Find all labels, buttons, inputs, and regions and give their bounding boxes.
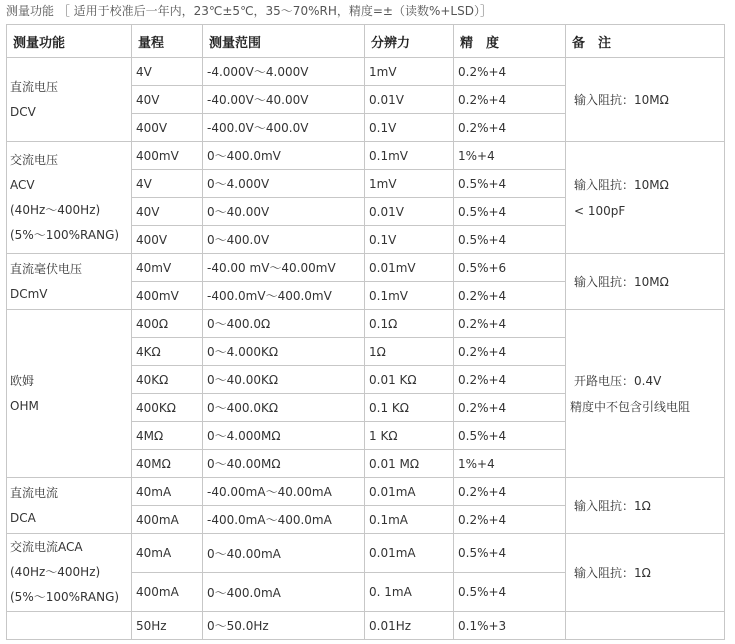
range-cell: 4MΩ [132,422,203,450]
note-text: 精度中不包含引线电阻 [570,399,691,414]
note-text: 输入阻抗：1Ω [574,498,651,513]
resolution-cell: 0.1 KΩ [365,394,454,422]
function-cell [7,58,132,142]
header-func: 测量功能 [7,25,132,58]
note-cell [566,58,725,142]
accuracy-cell: 0.2%+4 [454,366,566,394]
accuracy-cell: 0.2%+4 [454,506,566,534]
accuracy-cell: 1%+4 [454,142,566,170]
table-row [7,310,725,338]
range-cell: 40mA [132,534,203,573]
table-row [7,142,725,170]
span-cell: -400.0V～400.0V [203,114,365,142]
note-text: 输入阻抗：1Ω [574,565,651,580]
function-label: (5%～100%RANG) [10,227,120,242]
resolution-cell: 0.01mV [365,254,454,282]
accuracy-cell: 0.2%+4 [454,310,566,338]
range-cell: 4KΩ [132,338,203,366]
accuracy-cell: 0.5%+6 [454,254,566,282]
accuracy-cell: 0.2%+4 [454,394,566,422]
accuracy-cell: 0.1%+3 [454,612,566,640]
span-cell: 0～40.00KΩ [203,366,365,394]
header-resolution: 分辨力 [365,25,454,58]
range-cell: 400mV [132,282,203,310]
function-label: 直流电压 [10,79,59,94]
accuracy-cell: 0.2%+4 [454,338,566,366]
header-note: 备 注 [566,25,725,58]
accuracy-cell: 0.5%+4 [454,170,566,198]
resolution-cell: 0.1mV [365,142,454,170]
function-cell [7,254,132,310]
range-cell: 400mV [132,142,203,170]
note-text: 输入阻抗：10MΩ [574,92,669,107]
function-label: (40Hz～400Hz) [10,565,101,579]
resolution-cell: 0.1V [365,226,454,254]
span-cell: 0～400.0KΩ [203,394,365,422]
note-text: 开路电压：0.4V [574,373,662,388]
range-cell: 40MΩ [132,450,203,478]
span-cell: 0～400.0mA [203,573,365,612]
function-label: 欧姆 [10,373,35,388]
table-row [7,534,725,573]
resolution-cell: 0.01mA [365,478,454,506]
span-cell: -40.00V～40.00V [203,86,365,114]
note-cell [566,310,725,478]
header-span: 测量范围 [203,25,365,58]
resolution-cell: 0.1V [365,114,454,142]
table-row [7,58,725,86]
note-cell [566,142,725,254]
resolution-cell: 0.01Hz [365,612,454,640]
note-cell [566,534,725,612]
range-cell: 400KΩ [132,394,203,422]
accuracy-cell: 0.5%+4 [454,573,566,612]
range-cell: 400Ω [132,310,203,338]
span-cell: 0～40.00mA [203,534,365,573]
accuracy-cell: 0.2%+4 [454,114,566,142]
span-cell: -40.00mA～40.00mA [203,478,365,506]
span-cell: 0～4.000V [203,170,365,198]
table-row [7,478,725,506]
note-cell [566,612,725,640]
function-label: OHM [10,398,39,413]
resolution-cell: 0.1Ω [365,310,454,338]
resolution-cell: 1 KΩ [365,422,454,450]
table-row [7,254,725,282]
table-caption: 测量功能 ［ 适用于校准后一年内，23℃±5℃，35～70%RH，精度=±（读数%+LSD）］ [6,4,492,18]
range-cell: 400V [132,114,203,142]
range-cell: 40KΩ [132,366,203,394]
function-label: 交流电流ACA [10,540,83,554]
range-cell: 40mA [132,478,203,506]
note-text: 输入阻抗：10MΩ [574,177,669,192]
range-cell: 50Hz [132,612,203,640]
span-cell: 0～40.00MΩ [203,450,365,478]
function-cell [7,310,132,478]
range-cell: 400mA [132,573,203,612]
range-cell: 40V [132,86,203,114]
span-cell: -4.000V～4.000V [203,58,365,86]
span-cell: 0～400.0V [203,226,365,254]
function-label: 直流毫伏电压 [10,261,83,276]
accuracy-cell: 0.2%+4 [454,58,566,86]
function-cell [7,612,132,640]
function-cell [7,534,132,612]
accuracy-cell: 1%+4 [454,450,566,478]
note-text: 输入阻抗：10MΩ [574,274,669,289]
accuracy-cell: 0.2%+4 [454,282,566,310]
resolution-cell: 1Ω [365,338,454,366]
span-cell: 0～4.000MΩ [203,422,365,450]
resolution-cell: 1mV [365,58,454,86]
resolution-cell: 0.1mA [365,506,454,534]
resolution-cell: 0. 1mA [365,573,454,612]
function-label: 直流电流 [10,485,59,500]
spec-table [6,24,725,640]
note-cell [566,478,725,534]
function-label: (40Hz～400Hz) [10,202,101,217]
span-cell: -400.0mV～400.0mV [203,282,365,310]
accuracy-cell: 0.5%+4 [454,198,566,226]
header-row [7,25,725,58]
resolution-cell: 0.01 KΩ [365,366,454,394]
note-cell [566,254,725,310]
accuracy-cell: 0.5%+4 [454,534,566,573]
function-label: (5%～100%RANG) [10,590,120,604]
header-range: 量程 [132,25,203,58]
span-cell: 0～4.000KΩ [203,338,365,366]
function-label: DCA [10,510,36,525]
resolution-cell: 0.01mA [365,534,454,573]
accuracy-cell: 0.2%+4 [454,86,566,114]
accuracy-cell: 0.2%+4 [454,478,566,506]
span-cell: 0～50.0Hz [203,612,365,640]
note-text: < 100pF [574,203,626,218]
accuracy-cell: 0.5%+4 [454,422,566,450]
function-cell [7,478,132,534]
span-cell: 0～400.0mV [203,142,365,170]
resolution-cell: 0.01V [365,198,454,226]
function-label: DCmV [10,286,48,301]
function-label: ACV [10,177,35,192]
resolution-cell: 0.01 MΩ [365,450,454,478]
range-cell: 4V [132,170,203,198]
function-label: 交流电压 [10,152,59,167]
span-cell: 0～40.00V [203,198,365,226]
range-cell: 4V [132,58,203,86]
range-cell: 400mA [132,506,203,534]
range-cell: 400V [132,226,203,254]
table-row [7,612,725,640]
accuracy-cell: 0.5%+4 [454,226,566,254]
function-label: DCV [10,104,36,119]
span-cell: -40.00 mV～40.00mV [203,254,365,282]
resolution-cell: 0.1mV [365,282,454,310]
range-cell: 40V [132,198,203,226]
spec-table-body [7,58,725,640]
resolution-cell: 0.01V [365,86,454,114]
span-cell: 0～400.0Ω [203,310,365,338]
span-cell: -400.0mA～400.0mA [203,506,365,534]
range-cell: 40mV [132,254,203,282]
function-cell [7,142,132,254]
resolution-cell: 1mV [365,170,454,198]
header-accuracy: 精 度 [454,25,566,58]
